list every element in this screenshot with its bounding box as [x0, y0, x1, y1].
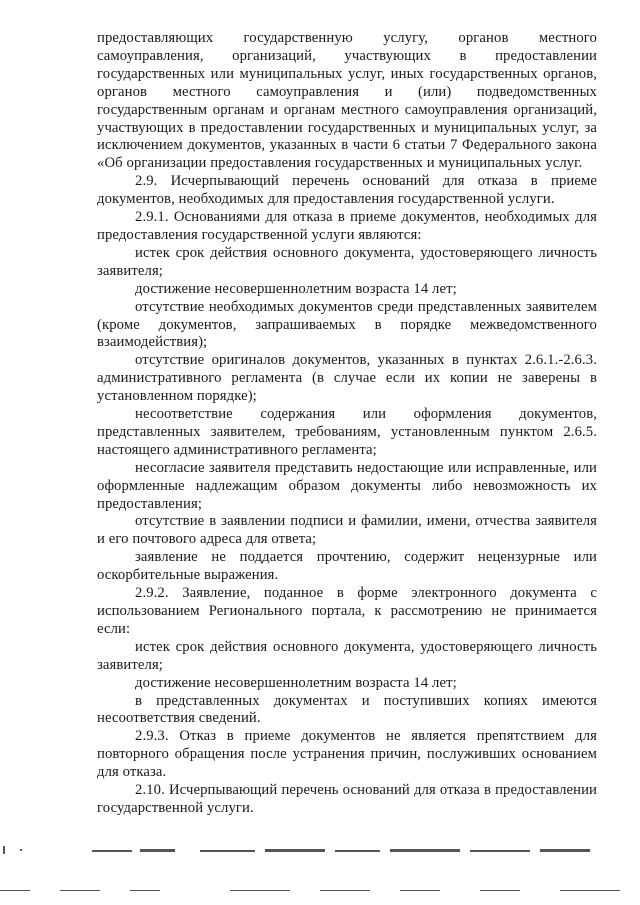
paragraph: истек срок действия основного документа, удостоверяющего личность заявителя; [97, 638, 597, 673]
paragraph: 2.9. Исчерпывающий перечень оснований для отказа в приеме документов, необходимых для предоставления государственной услуги. [97, 173, 597, 208]
paragraph: несогласие заявителя представить недостающие или исправленные, или оформленные надлежащим образом документы либо невозможность их предоставления; [97, 459, 597, 512]
paragraph: 2.9.1. Основаниями для отказа в приеме документов, необходимых для предоставления государственной услуги являются: [97, 209, 597, 243]
paragraph: отсутствие в заявлении подписи и фамилии, имени, отчества заявителя и его почтового адреса для ответа; [97, 513, 597, 548]
paragraph: предоставляющих государственную услугу, органов местного самоуправления, организаций, участвующих в предоставлении государственных или муниципальных услуг, иных государственных органов, органов местного самоуправления и (или) подведомственных государственным органам и органам местного самоуправления организаций, участвующих в предоставлении государственных и муниципальных услуг, за исключением документов, указанных в части 6 статьи 7 Федерального закона «Об организации предоставления государственных и муниципальных услуг. [97, 30, 597, 172]
scan-noise [0, 838, 640, 898]
paragraph: в представленных документах и поступивших копиях имеются несоответствия сведений. [97, 692, 597, 727]
paragraph: истек срок действия основного документа, удостоверяющего личность заявителя; [97, 244, 597, 279]
paragraph: отсутствие оригиналов документов, указанных в пунктах 2.6.1.-2.6.3. административного регламента (в случае если их копии не заверены в установленном порядке); [97, 352, 597, 405]
paragraph: отсутствие необходимых документов среди представленных заявителем (кроме документов, запрашиваемых в порядке межведомственного взаимодействия); [97, 298, 597, 351]
paragraph: достижение несовершеннолетним возраста 14 лет; [135, 280, 457, 297]
paragraph: 2.9.2. Заявление, поданное в форме электронного документа с использованием Регионального портала, к рассмотрению не принимается если: [97, 585, 597, 637]
paragraph: заявление не поддается прочтению, содержит нецензурные или оскорбительные выражения. [97, 549, 597, 584]
paragraph: несоответствие содержания или оформления документов, представленных заявителем, требованиям, установленным пунктом 2.6.5. настоящего административного регламента; [97, 406, 597, 458]
paragraph: 2.10. Исчерпывающий перечень оснований для отказа в предоставлении государственной услуги. [97, 782, 597, 816]
document-body [97, 30, 597, 818]
paragraph: достижение несовершеннолетним возраста 14 лет; [135, 674, 457, 691]
paragraph: 2.9.3. Отказ в приеме документов не является препятствием для повторного обращения после устранения причин, послуживших основанием для отказа. [97, 728, 597, 781]
